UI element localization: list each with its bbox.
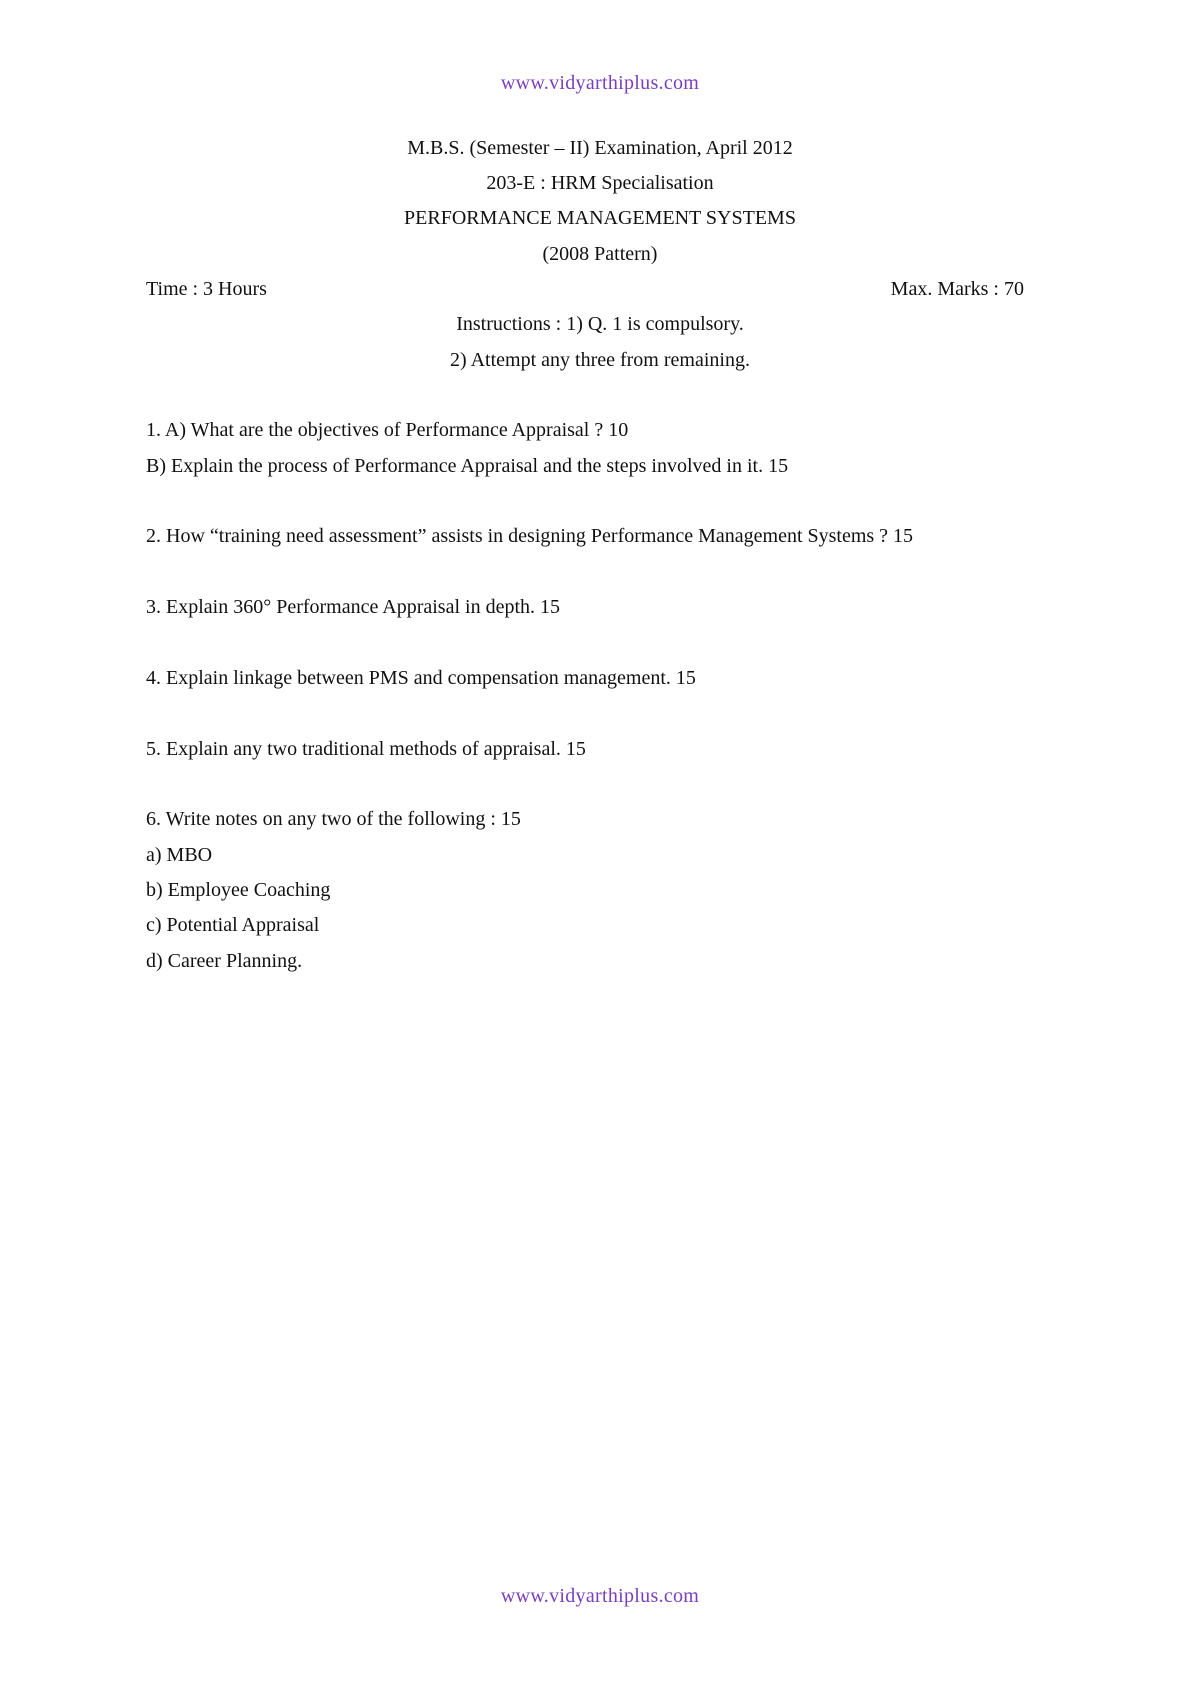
question-6-option-d: d) Career Planning. xyxy=(146,950,303,972)
question-6-option-a: a) MBO xyxy=(146,844,213,866)
question-6: 6. Write notes on any two of the following : 15 xyxy=(146,808,521,830)
question-1b: B) Explain the process of Performance Appraisal and the steps involved in it. 15 xyxy=(146,455,789,477)
question-2: 2. How “training need assessment” assists in designing Performance Management Systems ? 15 xyxy=(146,525,914,547)
question-4: 4. Explain linkage between PMS and compensation management. 15 xyxy=(146,667,696,689)
question-1a: 1. A) What are the objectives of Performance Appraisal ? 10 xyxy=(146,419,629,441)
paper-code: 203-E : HRM Specialisation xyxy=(486,172,714,194)
question-6-option-b: b) Employee Coaching xyxy=(146,879,331,901)
question-6-option-c: c) Potential Appraisal xyxy=(146,914,320,936)
time-marks-row xyxy=(146,277,1024,301)
subject-title: PERFORMANCE MANAGEMENT SYSTEMS xyxy=(404,207,796,229)
site-url-footer[interactable]: www.vidyarthiplus.com xyxy=(500,1585,700,1607)
time-label: Time : 3 Hours xyxy=(146,278,267,300)
exam-title: M.B.S. (Semester – II) Examination, April 2012 xyxy=(407,137,793,159)
pattern-label: (2008 Pattern) xyxy=(542,243,658,265)
instruction-2: 2) Attempt any three from remaining. xyxy=(450,349,750,371)
max-marks-label: Max. Marks : 70 xyxy=(890,278,1024,300)
site-url-header[interactable]: www.vidyarthiplus.com xyxy=(500,72,700,94)
question-5: 5. Explain any two traditional methods of appraisal. 15 xyxy=(146,738,586,760)
question-3: 3. Explain 360° Performance Appraisal in depth. 15 xyxy=(146,596,561,618)
instruction-1: Instructions : 1) Q. 1 is compulsory. xyxy=(456,313,744,335)
